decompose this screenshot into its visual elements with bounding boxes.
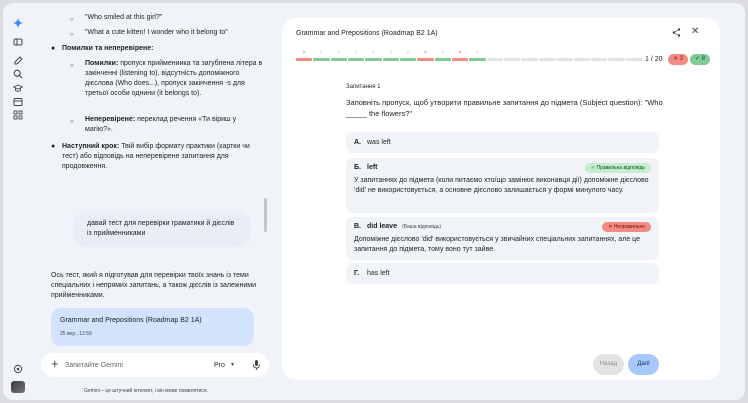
bullet-icon: ○ (70, 17, 74, 23)
correct-badge-label: Правильна відповідь (596, 165, 645, 171)
panel-title: Grammar and Prepositions (Roadmap B2 1A) (296, 30, 438, 37)
next-button[interactable]: Далі (628, 354, 659, 375)
progress-segment-wrong (296, 50, 312, 61)
chat-example-line: "What a cute kitten! I wonder who it belong to" (85, 29, 228, 36)
omissions-text: пропуск приймениика та загублена літера в закінченні (listening to), відсутність допоміжного дієслова (Who does...), пропуск закінчення -s для третьої особи однини (it belongs to). (85, 60, 263, 97)
library-icon[interactable] (12, 96, 24, 108)
settings-icon[interactable] (12, 363, 24, 375)
option-explanation: Допоміжне дієслово 'did' використовується у звичайних спеціальних запитаннях, але це запитання до підмета, тому воно тут зайве. (354, 236, 640, 253)
quiz-card-title: Grammar and Prepositions (Roadmap B2 1A) (60, 317, 202, 324)
progress-segment-right (400, 50, 416, 61)
chat-column (35, 3, 275, 400)
progress-segment-wrong (452, 50, 468, 61)
bullet-icon: ● (51, 143, 56, 150)
new-chat-icon[interactable] (12, 55, 24, 67)
option-text: has left (367, 270, 390, 277)
progress-segment-wrong (417, 50, 433, 61)
right-mark-icon: ✓ (388, 50, 393, 56)
share-icon[interactable] (672, 28, 681, 37)
progress-segment-empty (521, 58, 537, 61)
sidebar-toggle-icon[interactable] (12, 36, 24, 48)
option-letter: Б. (354, 164, 361, 171)
next-step-text: Твій вибір формату практики (картки чи тест) або відповідь на неперевірене запитання для продовження. (62, 143, 250, 170)
wrong-count-badge: ✕ 3 (668, 54, 688, 65)
bullet-icon: ○ (70, 119, 74, 125)
left-rail (3, 3, 35, 400)
progress-segment-right (435, 50, 451, 61)
search-icon[interactable] (12, 68, 24, 80)
wrong-mark-icon: ✕ (423, 50, 428, 56)
plus-icon[interactable]: + (51, 356, 59, 371)
option-b[interactable] (346, 158, 659, 213)
right-mark-icon: ✓ (440, 50, 446, 56)
disclaimer: Gemini – це штучний інтелект, і він може помилятися. (84, 388, 208, 394)
option-text: was left (367, 139, 391, 146)
option-a[interactable] (346, 132, 659, 153)
unverified-text: переклад речення «Ти віриш у магію?». (85, 116, 237, 133)
right-count: 8 (701, 56, 706, 62)
option-text: left (367, 164, 378, 171)
back-button[interactable]: Назад (593, 354, 624, 375)
progress-segment-empty (591, 58, 607, 61)
unverified-label: Неперевірене: (85, 116, 136, 123)
omissions-item (85, 59, 263, 99)
right-mark-icon: ✓ (475, 50, 480, 56)
option-letter: A. (354, 139, 361, 146)
bullet-icon: ○ (70, 63, 74, 69)
gems-icon[interactable] (12, 109, 24, 121)
model-selector[interactable]: Pro (214, 362, 225, 369)
progress-segment-right (383, 50, 399, 61)
right-mark-icon: ✓ (336, 50, 341, 56)
learning-icon[interactable] (12, 82, 24, 94)
option-letter: Г. (354, 270, 360, 277)
app-window (3, 3, 745, 400)
option-explanation: У запитаннях до підмета (коли питаємо хто/що замінює виконавця дії) допоміжне дієслово 'did' не використовується, а основне дієслово залишається у формі минулого часу. (354, 177, 649, 194)
quiz-card[interactable] (51, 308, 254, 346)
right-mark-icon: ✓ (406, 50, 411, 56)
prompt-input[interactable]: Запитайте Gemini (65, 362, 123, 369)
option-c[interactable] (346, 217, 659, 260)
incorrect-badge: ✕ Неправильно (602, 222, 651, 232)
option-d[interactable] (346, 263, 659, 284)
errors-heading: Помилки та неперевірене: (62, 45, 154, 52)
question-number: Запитання 1 (346, 84, 381, 90)
progress-segment-right (469, 50, 485, 61)
quiz-card-date: 25 вер., 12:59 (60, 331, 92, 337)
progress-segment-right (331, 50, 347, 61)
wrong-count: 3 (679, 56, 684, 62)
bullet-icon: ● (51, 45, 56, 52)
microphone-icon[interactable] (252, 359, 261, 371)
user-message: давай тест для перевірки граматики й дієслів із прийменниками (73, 211, 251, 247)
your-answer-note: (Ваша відповідь) (401, 224, 442, 230)
right-mark-icon: ✓ (354, 50, 359, 56)
chat-scrollbar[interactable] (264, 198, 267, 232)
progress-segment-empty (504, 58, 520, 61)
progress-bar (296, 50, 642, 61)
chat-example-line: "Who smiled at this girl?" (85, 14, 163, 21)
progress-segment-empty (487, 58, 503, 61)
gemini-logo-icon[interactable] (12, 17, 24, 29)
bullet-icon: ○ (70, 32, 74, 38)
next-step-item (62, 142, 262, 172)
next-step-label: Наступний крок: (62, 143, 120, 150)
prompt-input-bar[interactable] (41, 353, 269, 377)
progress-segment-empty (539, 58, 555, 61)
chevron-down-icon[interactable]: ▾ (231, 362, 235, 368)
right-count-badge: ✓ 8 (690, 54, 710, 65)
progress-segment-right (313, 50, 329, 61)
question-text: Заповніть пропуск, щоб утворити правильне запитання до підмета (Subject question): "Who _____ the flowers?" (346, 98, 663, 118)
incorrect-badge-label: Неправильно (613, 224, 645, 230)
right-mark-icon: ✓ (319, 50, 324, 56)
omissions-label: Помилки: (85, 60, 119, 67)
progress-segment-empty (556, 58, 572, 61)
progress-segment-empty (574, 58, 590, 61)
progress-segment-right (365, 50, 381, 61)
quiz-panel (282, 18, 720, 380)
progress-segment-right (348, 50, 364, 61)
close-icon[interactable]: ✕ (691, 26, 700, 37)
right-mark-icon: ✓ (371, 50, 376, 56)
option-text: did leave (367, 223, 397, 230)
wrong-mark-icon: ✕ (458, 50, 463, 56)
progress-segment-empty (608, 58, 624, 61)
assistant-answer: Ось тест, який я підготував для перевірки твоїх знань із теми спеціальних і непрямих запитань, а також дієслів із залежними прийменниками. (51, 272, 256, 299)
progress-segment-empty (626, 58, 642, 61)
option-letter: В. (354, 223, 361, 230)
correct-answer-badge: ✓ Правильна відповідь (585, 163, 651, 173)
wrong-mark-icon: ✕ (302, 50, 307, 56)
progress-count: 1 / 20 (645, 56, 663, 63)
unverified-item (85, 115, 263, 135)
avatar[interactable] (11, 381, 25, 393)
